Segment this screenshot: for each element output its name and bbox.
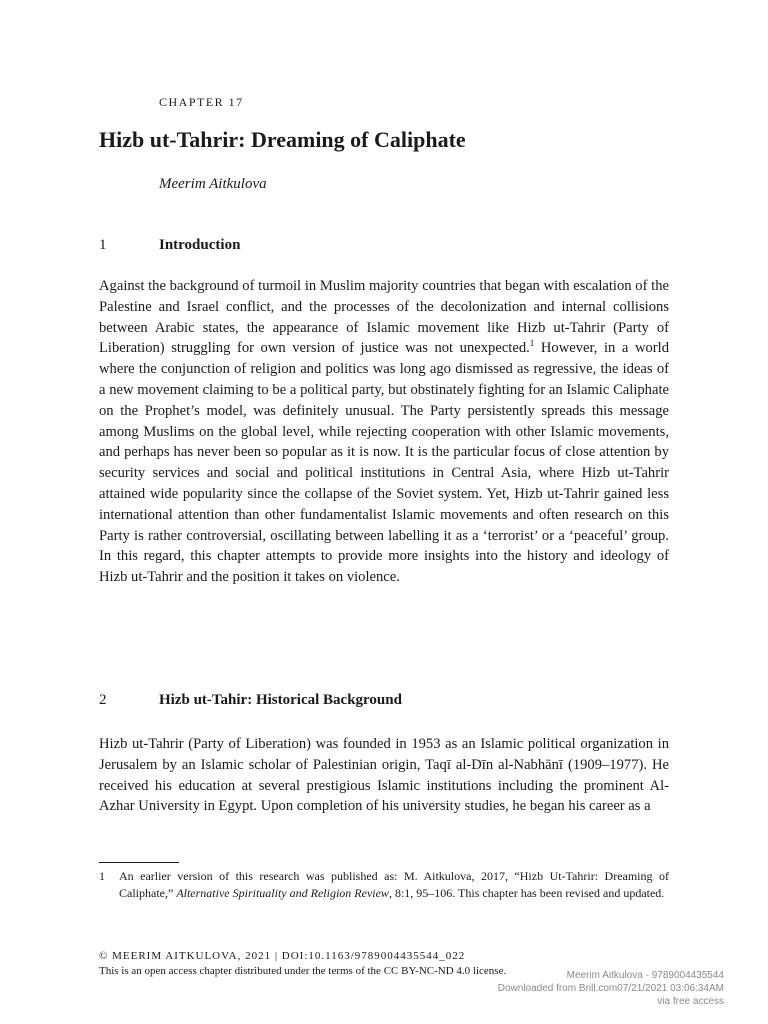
paragraph-text: Against the background of turmoil in Muslim majority countries that began with escalation of the Palestine and Israel conflict, and the processes of the decolonization and internal collisions between Arabic states, the appearance of Islamic movement like Hizb ut-Tahrir (Party of Liberation) struggling for own version of justice was not unexpected. [99,278,669,357]
footnote [99,868,669,902]
section-number: 2 [99,692,107,708]
paragraph-historical-background: Hizb ut-Tahrir (Party of Liberation) was founded in 1953 as an Islamic political organization in Jerusalem by an Islamic scholar of Palestinian origin, Taqī al-Dīn al-Nabhānī (1909–1977). He received his education at several prestigious Islamic institutions including the prominent Al-Azhar University in Egypt. Upon completion of his university studies, he began his career as a [99,736,669,815]
watermark-line: Downloaded from Brill.com07/21/2021 03:06:34AM [497,983,724,994]
footnote-text-part: An earlier version of this research was published as: M. Aitkulova, 2017, “Hizb Ut-Tahrir: Dreaming of Caliphate,” [119,869,669,900]
watermark-line: via free access [657,996,724,1007]
section-title: Introduction [159,237,241,253]
paragraph-text: However, in a world where the conjunction of religion and politics was long ago dismissed as regressive, the ideas of a new movement claiming to be a political party, but obstinately fighting for an Islamic Caliphate on the Prophet’s model, was definitely unusual. The Party persistently spreads this message among Muslims on the global level, while rejecting cooperation with other Islamic movements, and perhaps has never been so popular as it is now. It is the particular focus of close attention by security services and social and political institutions in Central Asia, where Hizb ut-Tahrir attained wide popularity since the collapse of the Soviet system. Yet, Hizb ut-Tahrir gained less international attention than other fundamentalist Islamic movements and often research on this Party is rather controversial, oscillating between labelling it as a ‘terrorist’ or a ‘peaceful’ group. In this regard, this chapter attempts to provide more insights into the history and ideology of Hizb ut-Tahrir and the position it takes on violence. [99,340,669,586]
download-watermark [498,969,724,1008]
footnote-number: 1 [99,869,105,883]
section-title: Hizb ut-Tahir: Historical Background [159,692,402,708]
chapter-title: Hizb ut-Tahrir: Dreaming of Caliphate [99,127,466,152]
license-line: This is an open access chapter distributed under the terms of the CC BY-NC-ND 4.0 license. [99,965,507,977]
section-heading-historical-background [99,692,402,709]
copyright-line: © MEERIM AITKULOVA, 2021 | DOI:10.1163/9789004435544_022 [99,950,466,962]
section-heading-introduction [99,237,240,254]
section-number: 1 [99,237,107,253]
footnote-text [119,868,669,902]
watermark-line: Meerim Aitkulova - 9789004435544 [566,970,724,981]
journal-title: Alternative Spirituality and Religion Review [176,886,389,900]
footnote-text-part: , 8:1, 95–106. This chapter has been revised and updated. [388,886,665,900]
chapter-label: CHAPTER 17 [159,95,244,109]
paragraph-introduction [99,276,669,588]
footnote-divider [99,862,179,863]
footnote-reference[interactable]: 1 [529,338,535,349]
author-name: Meerim Aitkulova [159,176,267,192]
